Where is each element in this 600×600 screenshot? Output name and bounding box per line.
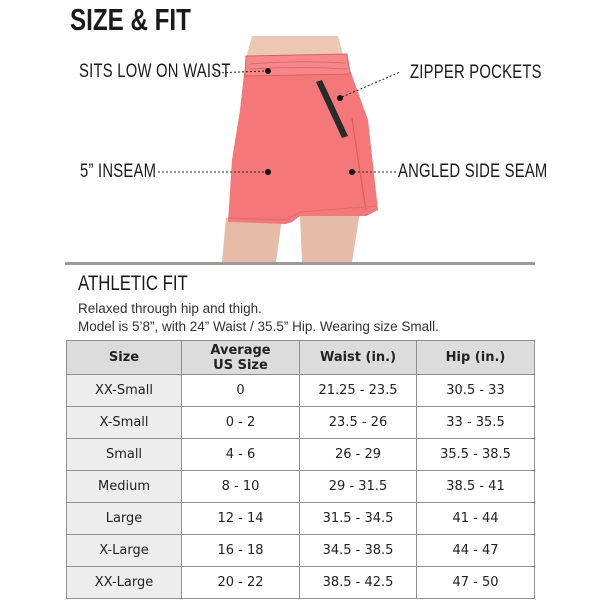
fit-description: Relaxed through hip and thigh. bbox=[78, 301, 262, 316]
cell-us-size: 20 - 22 bbox=[182, 567, 300, 599]
callout-zipper-pockets: ZIPPER POCKETS bbox=[410, 62, 542, 83]
cell-size: X-Large bbox=[67, 535, 182, 567]
cell-size: Medium bbox=[67, 471, 182, 503]
size-chart-table bbox=[66, 340, 535, 599]
cell-waist: 31.5 - 34.5 bbox=[300, 503, 417, 535]
callout-angled-side-seam: ANGLED SIDE SEAM bbox=[398, 161, 548, 182]
cell-us-size: 4 - 6 bbox=[182, 439, 300, 471]
table-row bbox=[67, 471, 535, 503]
cell-size: XX-Large bbox=[67, 567, 182, 599]
cell-size: XX-Small bbox=[67, 375, 182, 407]
cell-us-size: 16 - 18 bbox=[182, 535, 300, 567]
cell-us-size: 8 - 10 bbox=[182, 471, 300, 503]
cell-hip: 44 - 47 bbox=[417, 535, 535, 567]
cell-hip: 41 - 44 bbox=[417, 503, 535, 535]
section-divider bbox=[65, 262, 535, 265]
header-average-us-size: Average US Size bbox=[182, 341, 300, 375]
waistband bbox=[245, 54, 350, 76]
cell-waist: 26 - 29 bbox=[300, 439, 417, 471]
cell-hip: 38.5 - 41 bbox=[417, 471, 535, 503]
shorts-product-photo bbox=[0, 0, 600, 262]
cell-us-size: 12 - 14 bbox=[182, 503, 300, 535]
model-right-leg bbox=[300, 212, 360, 262]
header-hip: Hip (in.) bbox=[417, 341, 535, 375]
cell-waist: 38.5 - 42.5 bbox=[300, 567, 417, 599]
table-row bbox=[67, 439, 535, 471]
cell-size: X-Small bbox=[67, 407, 182, 439]
cell-waist: 21.25 - 23.5 bbox=[300, 375, 417, 407]
model-left-leg bbox=[222, 218, 282, 262]
cell-hip: 35.5 - 38.5 bbox=[417, 439, 535, 471]
cell-waist: 34.5 - 38.5 bbox=[300, 535, 417, 567]
cell-hip: 47 - 50 bbox=[417, 567, 535, 599]
table-row bbox=[67, 503, 535, 535]
header-size: Size bbox=[67, 341, 182, 375]
table-row bbox=[67, 375, 535, 407]
cell-hip: 30.5 - 33 bbox=[417, 375, 535, 407]
model-info: Model is 5’8”, with 24” Waist / 35.5” Hip. Wearing size Small. bbox=[78, 319, 439, 334]
cell-waist: 29 - 31.5 bbox=[300, 471, 417, 503]
cell-size: Large bbox=[67, 503, 182, 535]
page-title: SIZE & FIT bbox=[70, 2, 191, 37]
fit-heading: ATHLETIC FIT bbox=[78, 272, 188, 295]
table-row bbox=[67, 567, 535, 599]
cell-us-size: 0 - 2 bbox=[182, 407, 300, 439]
cell-waist: 23.5 - 26 bbox=[300, 407, 417, 439]
cell-size: Small bbox=[67, 439, 182, 471]
cell-hip: 33 - 35.5 bbox=[417, 407, 535, 439]
table-header-row bbox=[67, 341, 535, 375]
table-row bbox=[67, 407, 535, 439]
header-waist: Waist (in.) bbox=[300, 341, 417, 375]
callout-sits-low-on-waist: SITS LOW ON WAIST bbox=[79, 61, 231, 82]
callout-inseam: 5” INSEAM bbox=[80, 161, 157, 182]
cell-us-size: 0 bbox=[182, 375, 300, 407]
table-row bbox=[67, 535, 535, 567]
